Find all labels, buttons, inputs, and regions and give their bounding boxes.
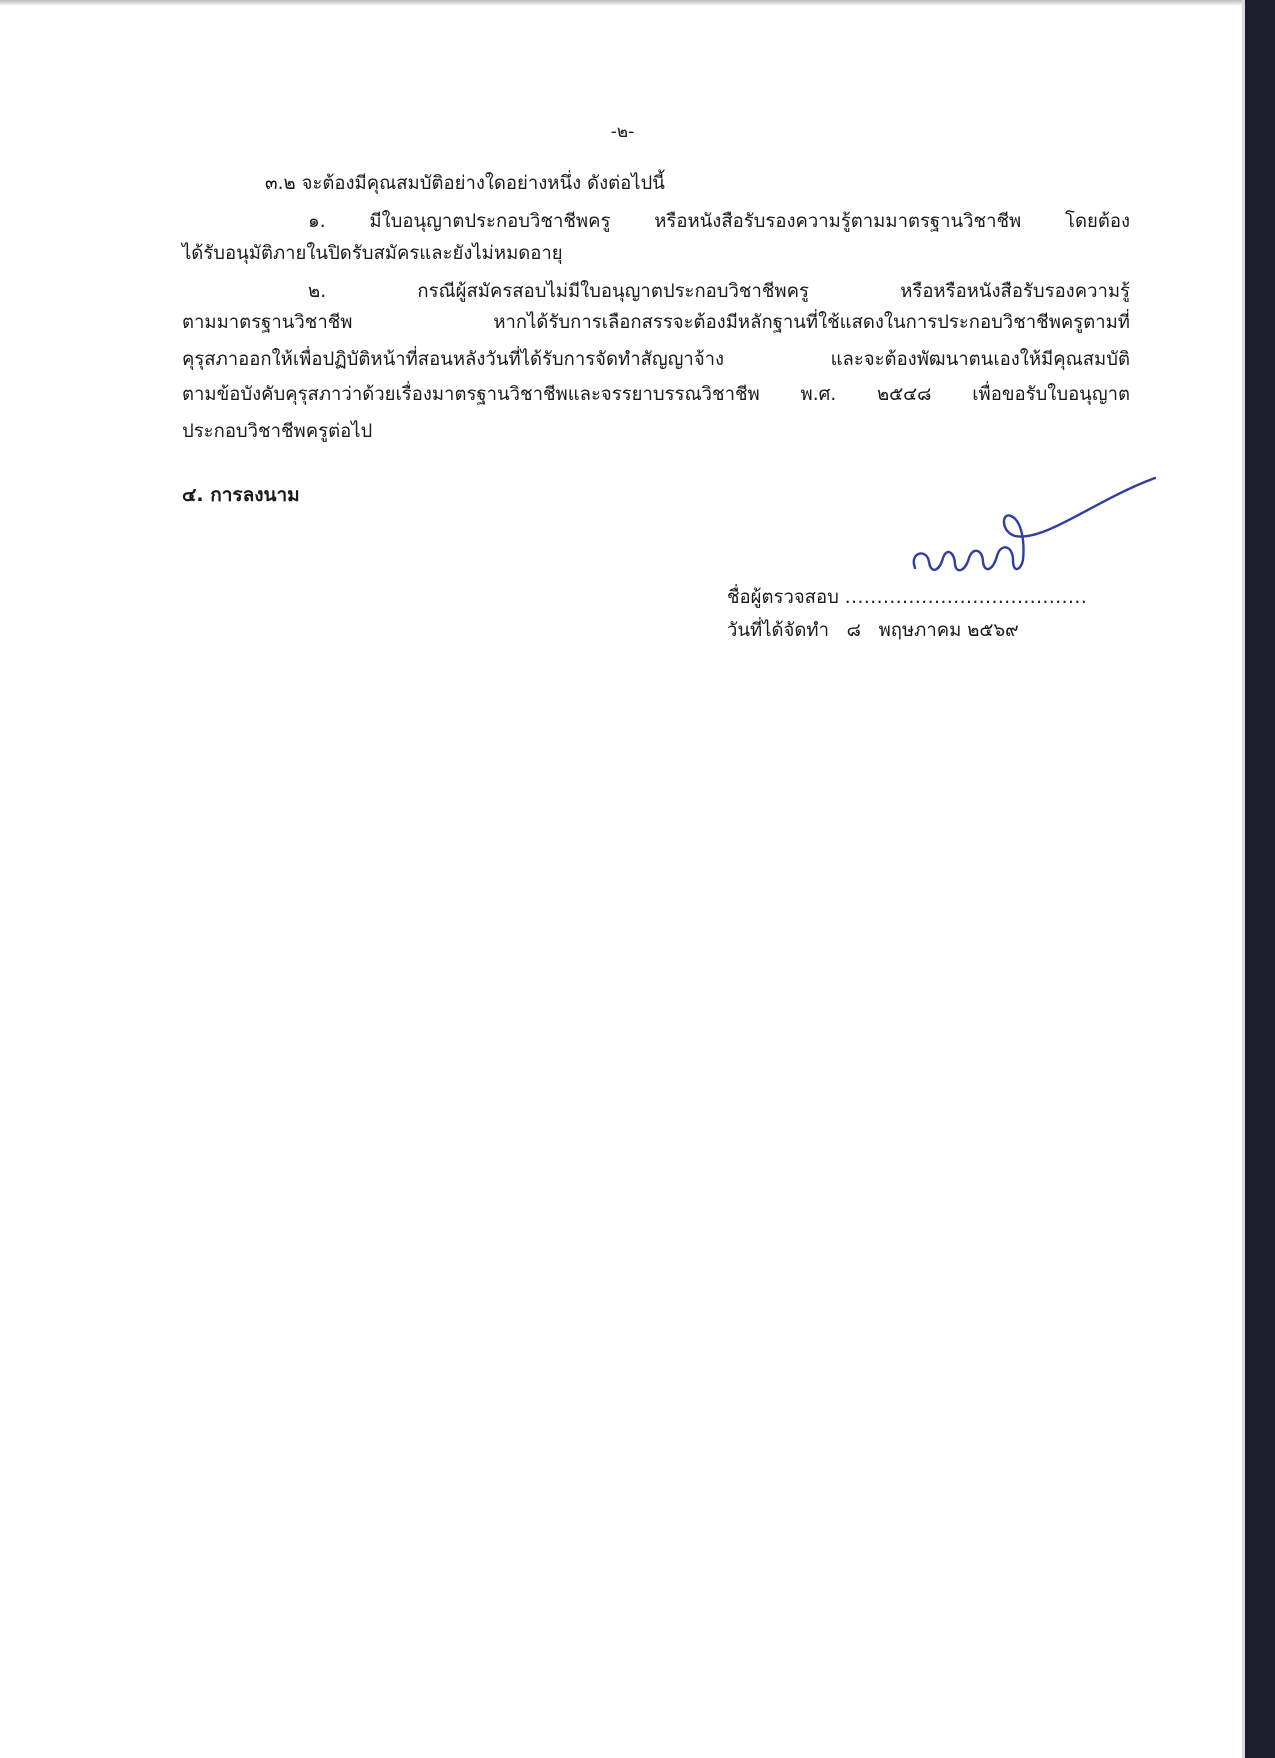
- signature-stroke: [914, 478, 1155, 570]
- date-day: ๘: [846, 620, 861, 641]
- scan-top-shadow: [0, 0, 1245, 6]
- item-2-line-5: ประกอบวิชาชีพครูต่อไป: [182, 421, 373, 442]
- item-1-line-2: ได้รับอนุมัติภายในปิดรับสมัครและยังไม่หมดอายุ: [182, 243, 563, 264]
- date-month: พฤษภาคม: [878, 620, 962, 641]
- section-4-heading: ๔. การลงนาม: [182, 484, 300, 506]
- item-2-line-1: ๒. กรณีผู้สมัครสอบไม่มีใบอนุญาตประกอบวิชาชีพครู หรือหรือหนังสือรับรองความรู้: [308, 281, 1130, 302]
- item-2-line-3: คุรุสภาออกให้เพื่อปฏิบัติหน้าที่สอนหลังวันที่ได้รับการจัดทำสัญญาจ้าง และจะต้องพัฒนาตนเองให้มีคุณสมบัติ: [182, 349, 1130, 370]
- item-2-line-4: ตามข้อบังคับคุรุสภาว่าด้วยเรื่องมาตรฐานวิชาชีพและจรรยาบรรณวิชาชีพ พ.ศ. ๒๕๔๘ เพื่อขอรับใบอนุญาต: [182, 384, 1130, 405]
- clause-3-2-heading: ๓.๒ จะต้องมีคุณสมบัติอย่างใดอย่างหนึ่ง ดังต่อไปนี้: [265, 173, 665, 194]
- date-line: [727, 618, 1019, 644]
- inspector-label: ชื่อผู้ตรวจสอบ: [727, 587, 839, 608]
- inspector-dotted-line: ......................................: [844, 587, 1088, 608]
- date-label: วันที่ได้จัดทำ: [727, 620, 829, 641]
- scan-edge: [1245, 0, 1275, 1758]
- date-year: ๒๕๖๙: [967, 620, 1019, 641]
- item-1-line-1: ๑. มีใบอนุญาตประกอบวิชาชีพครู หรือหนังสือรับรองความรู้ตามมาตรฐานวิชาชีพ โดยต้อง: [308, 211, 1130, 232]
- handwritten-signature: [905, 470, 1165, 600]
- item-2-line-2: ตามมาตรฐานวิชาชีพ หากได้รับการเลือกสรรจะต้องมีหลักฐานที่ใช้แสดงในการประกอบวิชาชีพครูตามที่: [182, 312, 1130, 333]
- page-number: -๒-: [610, 122, 635, 142]
